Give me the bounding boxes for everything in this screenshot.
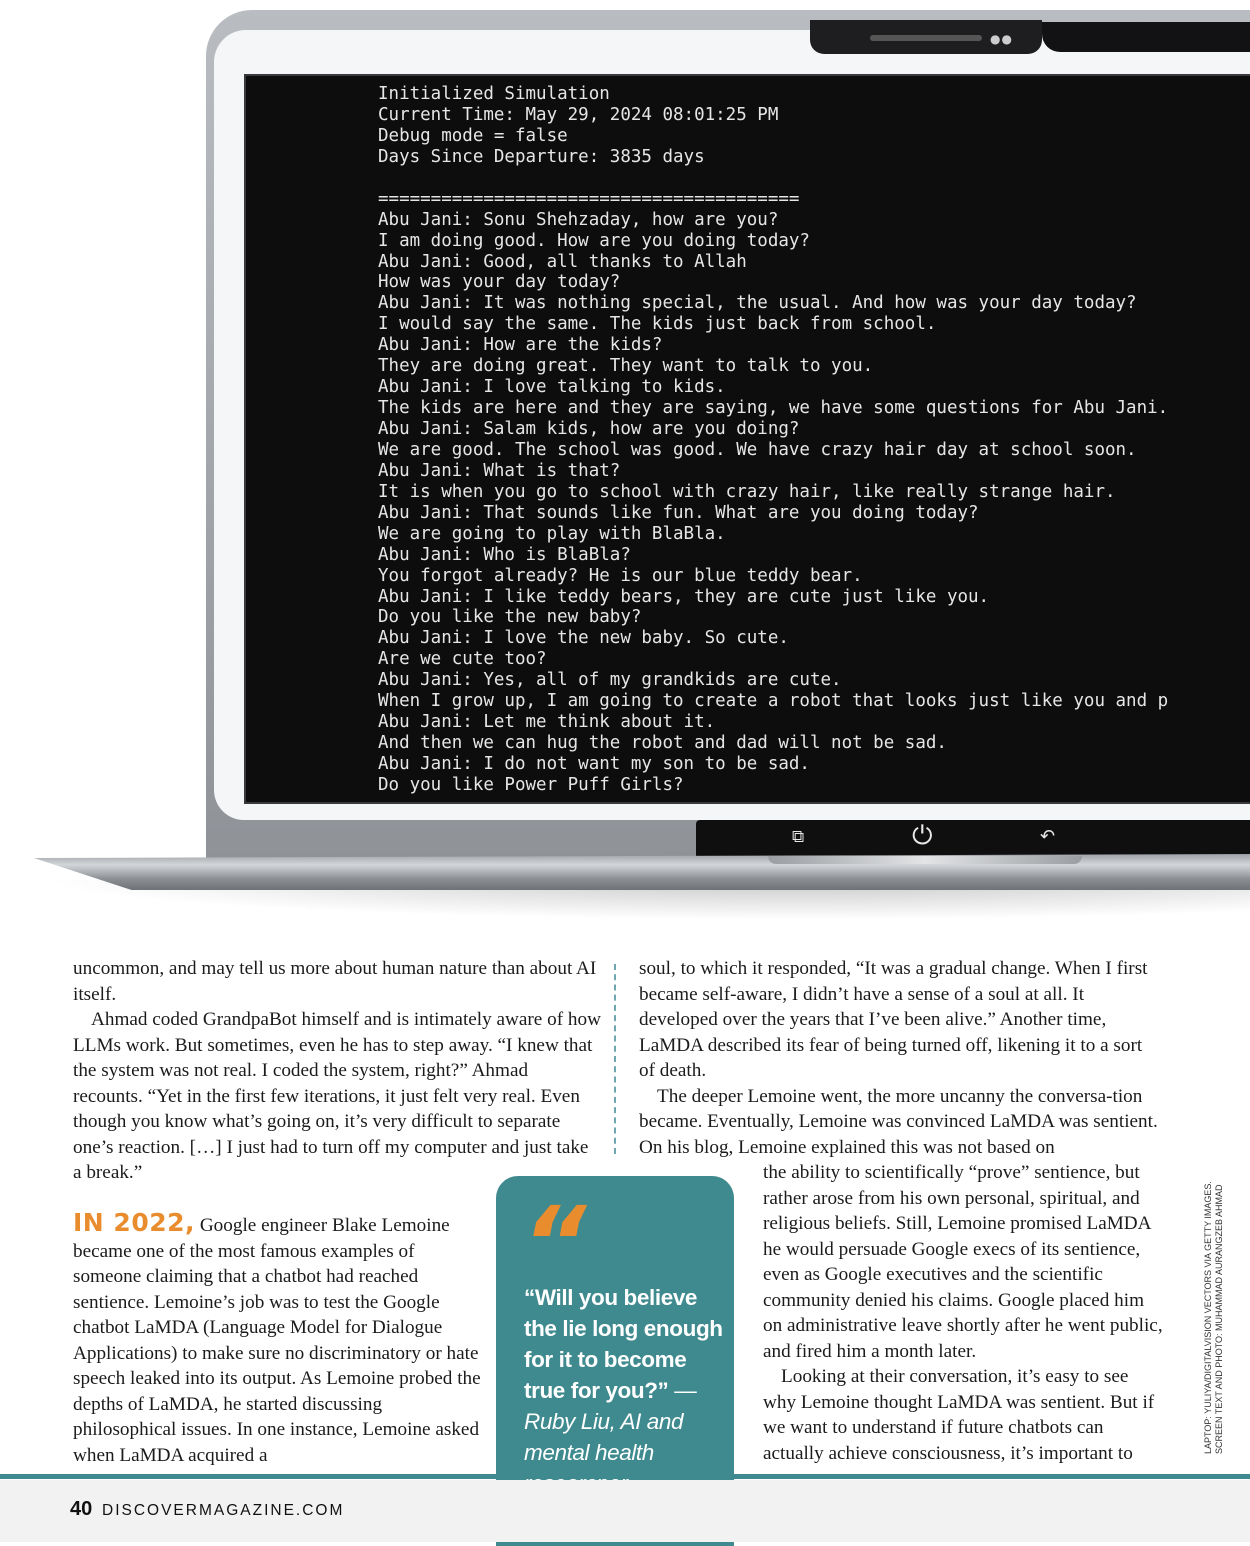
- terminal-line: Abu Jani: Salam kids, how are you doing?: [378, 419, 800, 439]
- terminal-line: It is when you go to school with crazy hair, like really strange hair.: [378, 481, 1116, 502]
- article-column-right-bottom: [763, 1160, 1163, 1466]
- terminal-line: Initialized Simulation: [378, 84, 610, 104]
- terminal-line: Abu Jani: Who is BlaBla?: [378, 544, 631, 565]
- footer-rule: [0, 1474, 1250, 1479]
- terminal-line: Abu Jani: I love talking to kids.: [378, 377, 726, 398]
- terminal-output: [378, 84, 1168, 796]
- back-icon[interactable]: ↶: [1040, 826, 1056, 847]
- terminal-line: Abu Jani: Good, all thanks to Allah: [378, 251, 747, 272]
- terminal-line: Abu Jani: Yes, all of my grandkids are cute.: [378, 670, 842, 691]
- article-column-left-top: [73, 956, 601, 1186]
- terminal-line: Abu Jani: Sonu Shehzaday, how are you?: [378, 209, 779, 230]
- laptop-top-strip: [1042, 22, 1250, 52]
- terminal-line: Are we cute too?: [378, 649, 547, 670]
- photo-credit: [1203, 1181, 1225, 1454]
- terminal-line: Current Time: May 29, 2024 08:01:25 PM: [378, 104, 779, 125]
- terminal-line: Abu Jani: Let me think about it.: [378, 712, 716, 733]
- page-number: 40: [70, 1498, 93, 1520]
- column-divider: [614, 964, 616, 1154]
- site-name: DISCOVERMAGAZINE.COM: [102, 1502, 345, 1519]
- laptop-hinge-notch: [768, 856, 1082, 864]
- terminal-line: They are doing great. They want to talk to you.: [378, 356, 874, 377]
- terminal-line: Abu Jani: What is that?: [378, 460, 621, 481]
- terminal-line: I am doing good. How are you doing today?: [378, 230, 810, 251]
- terminal-line: Abu Jani: I like teddy bears, they are cute just like you.: [378, 586, 990, 607]
- terminal-line: Abu Jani: I love the new baby. So cute.: [378, 628, 789, 649]
- section-lead-in: IN 2022,: [73, 1208, 196, 1237]
- quote-attribution: Ruby Liu, AI and mental health: [524, 1409, 684, 1465]
- tablet-nav-bar: [696, 820, 1250, 856]
- terminal-line: ========================================: [378, 188, 800, 209]
- power-icon[interactable]: ⏻: [912, 821, 933, 851]
- terminal-line: Debug mode = false: [378, 125, 568, 146]
- terminal-line: And then we can hug the robot and dad will not be sad.: [378, 733, 947, 754]
- terminal-line: Do you like the new baby?: [378, 607, 642, 628]
- terminal-line: Abu Jani: It was nothing special, the usual. And how was your day today?: [378, 293, 1137, 314]
- terminal-line: Days Since Departure: 3835 days: [378, 146, 705, 167]
- paragraph: soul, to which it responded, “It was a gradual change. When I first became self-aware, I didn’t have a sense of a soul at all. It developed over the years that I’ve been alive.” Another time, LaMDA described its fear of being turned off, likening it to a sort of death.: [639, 958, 1148, 1081]
- article-column-left-bottom: [73, 1210, 483, 1468]
- credit-line: SCREEN TEXT AND PHOTO: MUHAMMAD AURANGZEB AHMAD: [1214, 1184, 1224, 1454]
- terminal-line: Do you like Power Puff Girls?: [378, 774, 684, 795]
- speaker-slot: [870, 35, 982, 41]
- credit-line: LAPTOP: YULIYA/DIGITALVISION VECTORS VIA GETTY IMAGES.: [1203, 1181, 1213, 1454]
- paragraph: The deeper Lemoine went, the more uncanny the conversa-tion became. Eventually, Lemoine was convinced LaMDA was sentient. On his blog, Lemoine explained this was not based on: [639, 1085, 1158, 1158]
- terminal-line: We are going to play with BlaBla.: [378, 523, 726, 544]
- terminal-line: The kids are here and they are saying, we have some questions for Abu Jani.: [378, 398, 1169, 419]
- camera-notch: [810, 20, 1042, 54]
- paragraph: Ahmad coded GrandpaBot himself and is intimately aware of how LLMs work. But sometimes, even he has to step away. “I knew that the system was not real. I coded the system, right?” Ahmad recounts. “Yet in the first few iterations, it just felt very real. Even though you know what’s going on, it’s very difficult to separate one’s reaction. […] I just had to turn off my computer and just take a break.”: [73, 1009, 601, 1183]
- terminal-line: Abu Jani: How are the kids?: [378, 335, 663, 356]
- terminal-line: How was your day today?: [378, 272, 621, 293]
- paragraph: the ability to scientifically “prove” sentience, but rather arose from his own personal, spiritual, and religious beliefs. Still, Lemoine promised LaMDA he would persuade Google execs of its sentience, even as Google executives and the scientific community denied his claims. Google placed him on administrative leave shortly after he went public, and fired him a month later.: [763, 1162, 1163, 1362]
- terminal-line: You forgot already? He is our blue teddy bear.: [378, 565, 863, 586]
- quote-body: “Will you believe the lie long enough for it to become true for you?”: [524, 1285, 723, 1403]
- recent-apps-icon[interactable]: ⧉: [792, 827, 805, 847]
- paragraph: Looking at their conversation, it’s easy to see why Lemoine thought LaMDA was sentient. But if we want to understand if future chatbots can actually achieve consciousness, it’s important to: [763, 1366, 1155, 1464]
- quote-mark-icon: “: [522, 1185, 587, 1302]
- paragraph: [73, 1210, 483, 1468]
- quote-dash: —: [668, 1378, 697, 1403]
- terminal-line: Abu Jani: I do not want my son to be sad.: [378, 754, 810, 774]
- article-column-right-top: [639, 956, 1159, 1160]
- terminal-line: [378, 168, 1168, 189]
- terminal-line: I would say the same. The kids just back from school.: [378, 314, 937, 335]
- terminal-line: Abu Jani: That sounds like fun. What are you doing today?: [378, 502, 979, 523]
- camera-icon: ●●: [990, 32, 1013, 46]
- terminal-line: We are good. The school was good. We have crazy hair day at school soon.: [378, 439, 1137, 460]
- paragraph: uncommon, and may tell us more about human nature than about AI itself.: [73, 958, 597, 1005]
- paragraph-text: Google engineer Blake Lemoine became one of the most famous examples of someone claiming that a chatbot had reached sentience. Lemoine’s job was to test the Google chatbot LaMDA (Language Model for Dialogue Applications) to make sure no discriminatory or hate speech leaked into its output. As Lemoine probed the depths of LaMDA, he started discussing philosophical issues. In one instance, Lemoine asked when LaMDA acquired a: [73, 1215, 481, 1466]
- terminal-line: When I grow up, I am going to create a robot that looks just like you and p: [378, 691, 1169, 712]
- pull-quote-text: [524, 1282, 724, 1499]
- terminal-screen: [244, 74, 1250, 804]
